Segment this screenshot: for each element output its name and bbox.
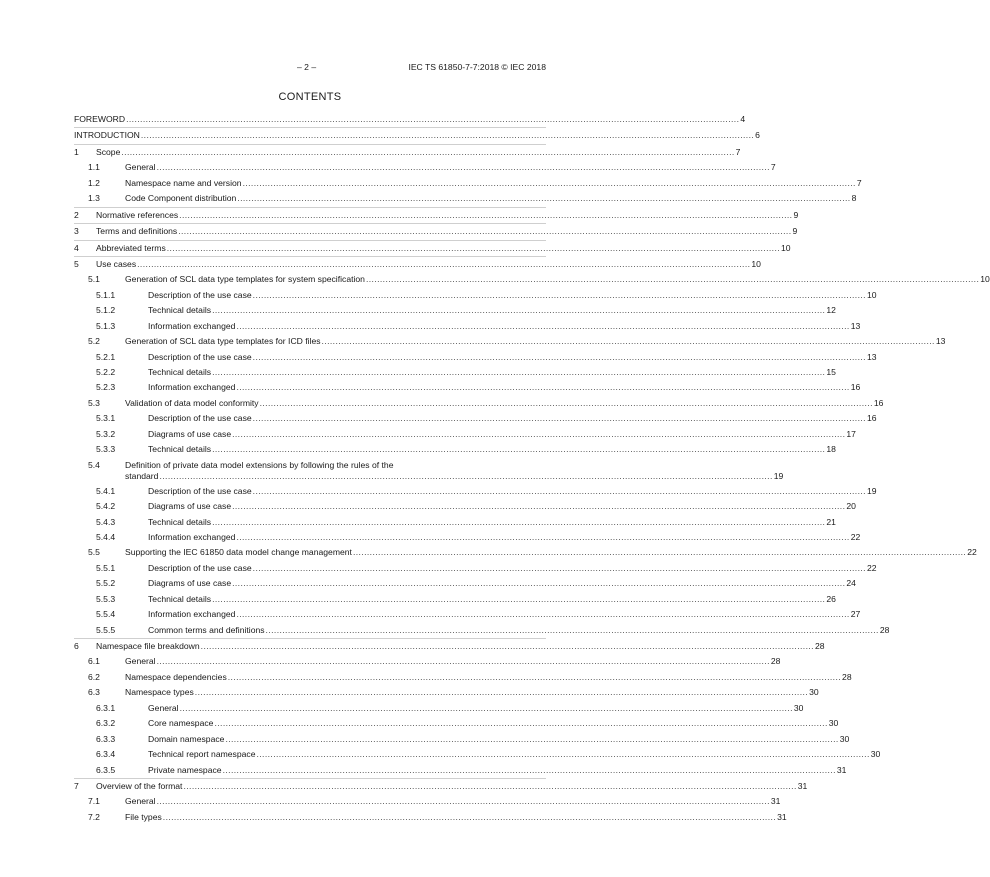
toc-entry-label: Information exchanged [148,320,236,331]
toc-entry-number: 6.3.4 [96,749,116,760]
toc-entry-label: Normative references [96,209,179,220]
toc-entry-page: 26 [826,593,836,604]
toc-entry-number: 5.4.2 [96,501,116,512]
dot-leader: ............................................................................................................................................................................................................................ [365,274,980,285]
toc-entry-number: 6.3.2 [96,718,116,729]
dot-leader: ............................................................................................................................................................................................................................ [352,547,967,558]
toc-entry[interactable] [74,191,857,206]
toc-entry-label: Description of the use case [148,413,252,424]
toc-entry-label: General [148,702,179,713]
toc-entry-label: General [125,162,156,173]
toc-entry-number: 6.3.5 [96,764,116,775]
toc-entry-number: 7.2 [88,811,100,822]
dot-leader: ............................................................................................................................................................................................................................ [156,796,770,807]
toc-entry-label: Description of the use case [148,485,252,496]
dot-leader: ............................................................................................................................................................................................................................ [236,531,850,542]
toc-entry-label: Diagrams of use case [148,578,232,589]
toc-entry-page: 16 [873,397,884,408]
toc-entry-page: 4 [740,114,746,124]
toc-entry-number: 5.1 [88,274,100,285]
toc-entry[interactable] [74,747,881,762]
toc-entry-page: 9 [792,226,798,237]
toc-entry-page: 16 [866,413,877,424]
toc-entry-number: 5.3.2 [96,428,116,439]
toc-entry[interactable] [74,716,839,731]
dot-leader: ............................................................................................................................................................................................................................ [236,382,850,393]
dot-leader: ............................................................................................................................................................................................................................ [236,320,850,331]
toc-entry-label: Code Component distribution [125,193,237,204]
toc-entry[interactable] [74,530,861,545]
toc-entry-number: 5.2.2 [96,367,116,377]
toc-entry-number: 5.3.1 [96,413,116,424]
toc-entry[interactable] [74,207,799,223]
toc-entry-label: Generation of SCL data type templates for ICD files [125,336,321,347]
toc-entry-label: Technical report namespace [148,749,256,760]
toc-entry[interactable] [74,127,760,143]
toc-entry-number: 5.5 [88,547,100,558]
dot-leader: ............................................................................................................................................................................................................................ [232,428,846,439]
toc-entry[interactable] [74,576,856,591]
dot-leader: ............................................................................................................................................................................................................................ [156,656,770,667]
toc-entry[interactable] [74,272,990,287]
toc-entry[interactable] [74,288,877,303]
toc-entry-number: 5.4.1 [96,485,116,496]
toc-entry-page: 17 [846,428,856,439]
toc-entry-number: 5.5.5 [96,624,116,635]
toc-entry-number: 6.3.1 [96,702,116,713]
toc-entry-page: 27 [850,609,861,620]
toc-entry[interactable] [74,256,761,272]
toc-entry-number: 7.1 [88,796,100,807]
toc-entry[interactable] [74,303,836,318]
toc-entry-number: 5.2.3 [96,382,116,393]
toc-entry[interactable] [74,794,781,809]
dot-leader: ............................................................................................................................................................................................................................ [156,162,770,173]
toc-entry-page: 30 [870,749,881,760]
toc-entry-number: 6.2 [88,671,100,682]
dot-leader: ............................................................................................................................................................................................................................ [259,397,873,408]
toc-entry-page: 13 [850,320,861,331]
page-number: – 2 – [297,62,317,72]
toc-entry-number: 4 [74,242,79,253]
toc-entry-number: 1.2 [88,177,100,188]
toc-entry[interactable] [74,458,784,484]
toc-entry[interactable] [74,638,825,654]
dot-leader: ............................................................................................................................................................................................................................ [256,749,870,760]
toc-entry-label: Generation of SCL data type templates for system specification [125,274,365,285]
toc-entry[interactable] [74,654,781,669]
toc-entry-page: 6 [755,130,760,141]
dot-leader: ............................................................................................................................................................................................................................ [232,578,846,589]
toc-entry-number: 6.3.3 [96,733,116,744]
toc-entry[interactable] [74,545,977,560]
toc-entry[interactable] [74,176,862,191]
toc-entry[interactable] [74,223,798,239]
toc-entry-number: 5.1.1 [96,289,116,300]
toc-entry-page: 7 [735,146,741,157]
toc-entry[interactable] [74,160,776,175]
dot-leader: ............................................................................................................................................................................................................................ [265,624,879,635]
dot-leader: ............................................................................................................................................................................................................................ [162,811,777,822]
toc-entry-label: Diagrams of use case [148,501,232,512]
toc-entry[interactable] [74,763,847,778]
toc-entry-number: 5.5.4 [96,609,116,620]
toc-entry-page: 30 [839,733,850,744]
toc-entry-page: 31 [777,811,787,822]
toc-entry-page: 30 [828,718,839,729]
toc-entry-number: 5.5.1 [96,562,116,573]
toc-entry[interactable] [74,778,808,794]
dot-leader: ............................................................................................................................................................................................................................ [183,780,797,791]
toc-entry-label: Use cases [96,258,137,269]
dot-leader: ............................................................................................................................................................................................................................ [212,367,826,377]
toc-entry-label: Namespace file breakdown [96,641,200,651]
toc-entry[interactable] [74,701,804,716]
toc-entry-label: Technical details [148,444,212,455]
toc-entry-number: 5.4.3 [96,516,116,527]
toc-entry[interactable] [74,144,741,160]
dot-leader: ............................................................................................................................................................................................................................ [126,114,740,124]
toc-entry-page: 10 [751,258,761,269]
toc-entry-label: Technical details [148,516,212,527]
toc-entry-number: 2 [74,209,79,220]
toc-entry-page: 31 [770,796,781,807]
toc-entry[interactable] [74,499,856,514]
toc-entry-page: 16 [850,382,861,393]
toc-entry-page: 30 [809,687,819,698]
toc-entry-page: 22 [850,531,861,542]
dot-leader: ............................................................................................................................................................................................................................ [166,242,781,253]
toc-entry-number: 5.5.2 [96,578,116,589]
toc-entry[interactable] [74,112,746,127]
toc-entry-page: 13 [935,336,946,347]
table-of-contents [74,112,990,825]
dot-leader: ............................................................................................................................................................................................................................ [194,687,809,698]
dot-leader: ............................................................................................................................................................................................................................ [179,702,793,713]
toc-entry-label: FOREWORD [74,114,126,124]
dot-leader: ............................................................................................................................................................................................................................ [178,226,792,237]
dot-leader: ............................................................................................................................................................................................................................ [179,209,793,220]
toc-entry-page: 13 [866,351,877,362]
toc-entry-label: File types [125,811,162,822]
dot-leader: ............................................................................................................................................................................................................................ [321,336,935,347]
toc-entry-number: 6 [74,641,79,651]
toc-entry-label: Information exchanged [148,609,236,620]
toc-entry[interactable] [74,592,836,607]
toc-entry-label: Private namespace [148,764,222,775]
dot-leader: ............................................................................................................................................................................................................................ [252,289,866,300]
dot-leader: ............................................................................................................................................................................................................................ [121,146,735,157]
toc-entry[interactable] [74,561,877,576]
toc-entry[interactable] [74,484,877,499]
toc-entry-number: 5.5.3 [96,593,116,604]
dot-leader: ............................................................................................................................................................................................................................ [137,258,751,269]
toc-entry-number: 5.3 [88,397,100,408]
toc-entry-page: 31 [836,764,847,775]
toc-entry[interactable] [74,732,850,747]
toc-entry-label: Abbreviated terms [96,242,166,253]
toc-entry-page: 19 [866,485,877,496]
toc-entry-label: Common terms and definitions [148,624,265,635]
toc-entry-label: Information exchanged [148,531,236,542]
toc-entry-label-continued: standard [125,470,159,481]
contents-title: CONTENTS [278,91,342,103]
toc-entry-label: Technical details [148,305,212,316]
toc-entry-label: Description of the use case [148,562,252,573]
toc-entry[interactable] [74,350,877,365]
toc-entry-page: 22 [866,562,877,573]
toc-entry[interactable] [74,427,856,442]
toc-entry-page: 28 [879,624,890,635]
toc-entry[interactable] [74,607,861,622]
toc-entry[interactable] [74,396,884,411]
toc-entry[interactable] [74,319,861,334]
toc-entry-page: 28 [770,656,781,667]
toc-entry-label: Namespace name and version [125,177,242,188]
toc-entry-label: Information exchanged [148,382,236,393]
toc-entry[interactable] [74,623,890,638]
toc-entry-page: 10 [866,289,877,300]
toc-entry-number: 6.3 [88,687,100,698]
toc-entry-page: 31 [797,780,808,791]
dot-leader: ............................................................................................................................................................................................................................ [212,593,826,604]
toc-entry-number: 1 [74,146,79,157]
toc-entry-number: 1.1 [88,162,100,173]
toc-entry-label: Domain namespace [148,733,225,744]
toc-entry-page: 10 [781,242,791,253]
toc-entry[interactable] [74,515,836,530]
toc-entry[interactable] [74,380,861,395]
toc-entry-page: 7 [770,162,776,173]
toc-entry-page: 12 [826,305,836,316]
toc-entry-number: 1.3 [88,193,100,204]
page-header [0,62,620,76]
toc-entry-label: General [125,796,156,807]
dot-leader: ............................................................................................................................................................................................................................ [200,641,814,651]
dot-leader: ............................................................................................................................................................................................................................ [212,305,826,316]
toc-entry-label: Overview of the format [96,780,183,791]
toc-entry-page: 24 [846,578,856,589]
dot-leader: ............................................................................................................................................................................................................................ [252,413,866,424]
document-reference: IEC TS 61850-7-7:2018 © IEC 2018 [408,62,546,72]
toc-entry-label: Supporting the IEC 61850 data model change management [125,547,352,558]
toc-entry-label: Scope [96,146,121,157]
toc-entry-page: 9 [793,209,799,220]
toc-entry-label: Diagrams of use case [148,428,232,439]
toc-entry-page: 15 [826,367,836,377]
toc-entry[interactable] [74,442,836,457]
toc-entry[interactable] [74,810,787,825]
toc-entry-number: 5.4.4 [96,531,116,542]
dot-leader: ............................................................................................................................................................................................................................ [212,444,826,455]
dot-leader: ............................................................................................................................................................................................................................ [225,733,839,744]
toc-entry[interactable] [74,365,836,380]
toc-entry-number: 5.2 [88,336,100,347]
toc-entry-label: Namespace dependencies [125,671,227,682]
toc-entry-label: Definition of private data model extensions by following the rules of the [125,459,394,470]
toc-entry-number: 5.3.3 [96,444,116,455]
toc-entry-number: 6.1 [88,656,100,667]
toc-entry-page: 22 [967,547,977,558]
toc-entry-number: 3 [74,226,79,237]
dot-leader: ............................................................................................................................................................................................................................ [232,501,846,512]
toc-entry-label: Validation of data model conformity [125,397,259,408]
toc-entry-page: 7 [856,177,862,188]
dot-leader: ............................................................................................................................................................................................................................ [252,485,866,496]
dot-leader: ............................................................................................................................................................................................................................ [212,516,826,527]
toc-entry-number: 7 [74,780,79,791]
dot-leader: ............................................................................................................................................................................................................................ [237,193,851,204]
dot-leader: ............................................................................................................................................................................................................................ [222,764,836,775]
toc-entry-page: 28 [842,671,852,682]
toc-entry-number: 5.1.2 [96,305,116,316]
toc-entry-label: General [125,656,156,667]
toc-entry-label: Description of the use case [148,289,252,300]
toc-entry-page: 18 [826,444,836,455]
toc-entry[interactable] [74,670,852,685]
toc-entry-page: 30 [793,702,804,713]
toc-entry-page: 19 [773,470,784,481]
toc-entry-label: Description of the use case [148,351,252,362]
dot-leader: ............................................................................................................................................................................................................................ [140,130,755,141]
toc-entry-page: 28 [814,641,825,651]
toc-entry-number: 5.1.3 [96,320,116,331]
toc-entry[interactable] [74,411,877,426]
toc-entry-page: 21 [826,516,836,527]
toc-entry-label: Core namespace [148,718,214,729]
toc-entry-page: 8 [851,193,857,204]
toc-entry-label: Technical details [148,593,212,604]
dot-leader: ............................................................................................................................................................................................................................ [214,718,828,729]
toc-entry-label: Terms and definitions [96,226,178,237]
toc-entry[interactable] [74,334,946,349]
toc-entry-label: INTRODUCTION [74,130,140,141]
dot-leader: ............................................................................................................................................................................................................................ [242,177,856,188]
toc-entry[interactable] [74,240,791,256]
toc-entry-number: 5.4 [88,459,100,470]
toc-entry-number: 5 [74,258,79,269]
dot-leader: ............................................................................................................................................................................................................................ [227,671,842,682]
toc-entry-number: 5.2.1 [96,351,116,362]
dot-leader: ............................................................................................................................................................................................................................ [236,609,850,620]
toc-entry[interactable] [74,685,819,700]
dot-leader: ............................................................................................................................................................................................................................ [159,470,773,481]
toc-entry-page: 10 [980,274,990,285]
toc-entry-label: Technical details [148,367,212,377]
toc-entry-page: 20 [846,501,856,512]
toc-entry-label: Namespace types [125,687,194,698]
dot-leader: ............................................................................................................................................................................................................................ [252,562,866,573]
dot-leader: ............................................................................................................................................................................................................................ [252,351,866,362]
